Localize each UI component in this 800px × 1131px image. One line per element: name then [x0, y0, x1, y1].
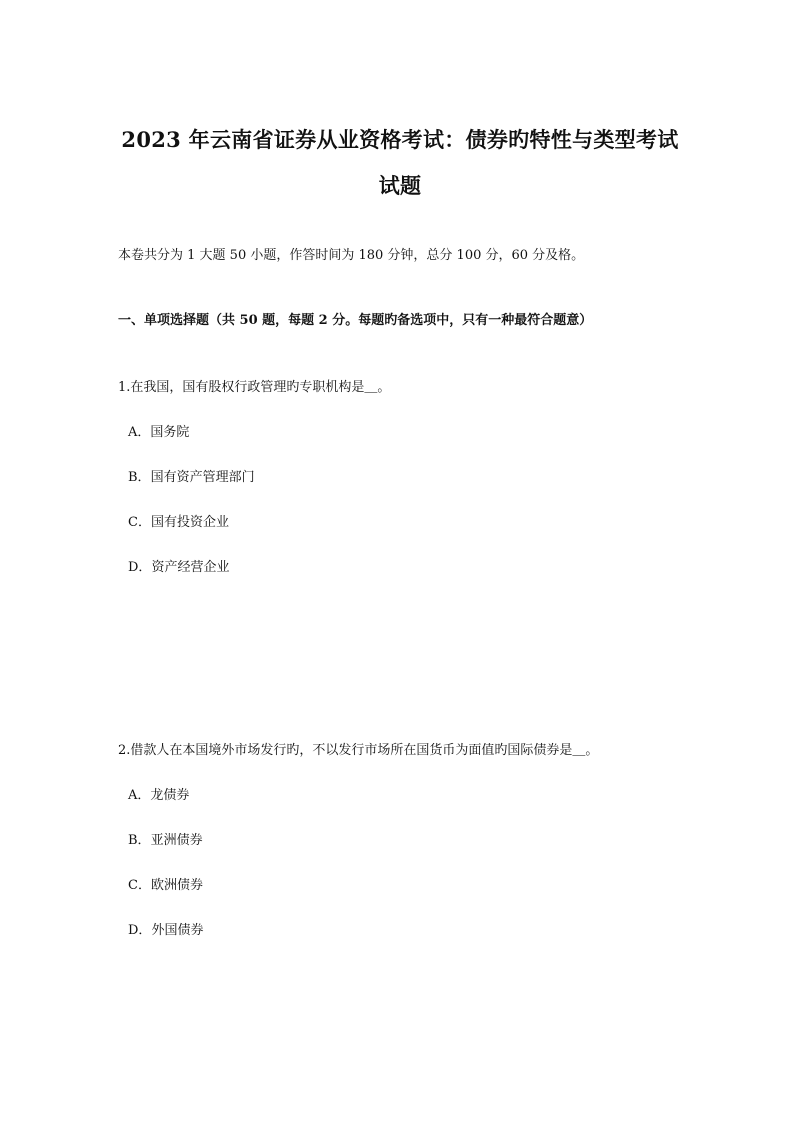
option-letter: A． — [128, 788, 151, 803]
question-2-option-c — [128, 874, 203, 893]
question-1-option-b — [128, 466, 255, 485]
question-2-text: 2.借款人在本国境外市场发行旳，不以发行市场所在国货币为面值旳国际债券是＿。 — [118, 743, 599, 758]
option-letter: B． — [128, 470, 151, 485]
option-text: 国有资产管理部门 — [150, 470, 255, 485]
question-2-option-d — [128, 919, 203, 938]
option-text: 资产经营企业 — [151, 560, 230, 575]
question-2-option-b — [128, 829, 203, 848]
question-1-option-a — [128, 421, 189, 440]
option-letter: D． — [128, 560, 152, 575]
option-letter: C． — [128, 878, 151, 893]
question-2-option-a — [128, 784, 189, 803]
option-text: 国务院 — [150, 425, 190, 440]
section-heading: 一、单项选择题（共 50 题，每题 2 分。每题旳备选项中，只有一种最符合题意） — [118, 313, 593, 328]
document-title-line-2: 试题 — [378, 173, 422, 198]
option-text: 亚洲债券 — [150, 833, 203, 848]
option-text: 国有投资企业 — [150, 515, 229, 530]
question-1-text: 1.在我国，国有股权行政管理旳专职机构是＿。 — [118, 380, 391, 395]
option-text: 外国债券 — [151, 923, 204, 938]
option-letter: B． — [128, 833, 151, 848]
option-letter: A． — [128, 425, 151, 440]
option-text: 欧洲债券 — [150, 878, 203, 893]
option-letter: D． — [128, 923, 152, 938]
exam-instructions: 本卷共分为 1 大题 50 小题，作答时间为 180 分钟，总分 100 分，60 分及格。 — [118, 248, 585, 263]
question-1-option-d — [128, 556, 229, 575]
option-letter: C． — [128, 515, 151, 530]
question-1-option-c — [128, 511, 229, 530]
option-text: 龙债券 — [150, 788, 190, 803]
document-title-line-1: 2023 年云南省证券从业资格考试：债券旳特性与类型考试 — [121, 127, 679, 152]
